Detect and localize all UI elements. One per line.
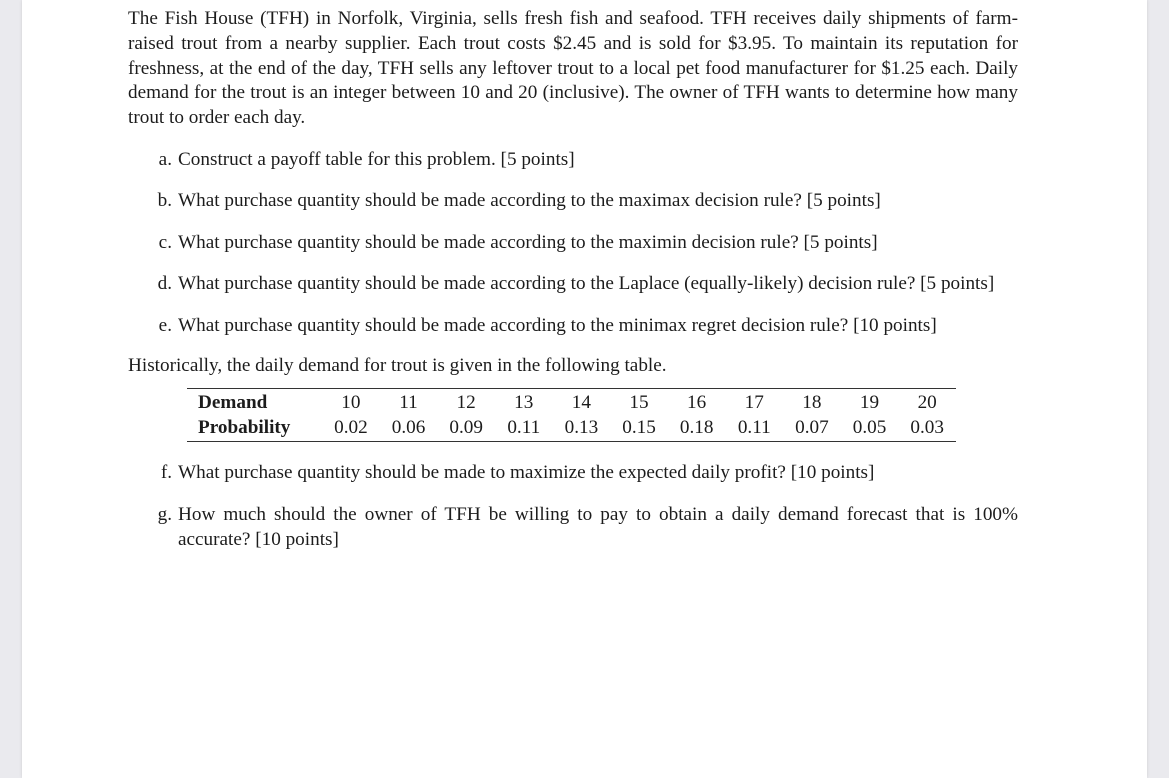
demand-cell: 16 [687,392,707,414]
problem-intro: The Fish House (TFH) in Norfolk, Virginia, sells fresh fish and seafood. TFH receives daily shipments of farm-raised trout from a nearby supplier. Each trout costs $2.45 and is sold for $3.95. To maintain its reputation for freshness, at the end of the day, TFH sells any leftover trout to a local pet food manufacturer for $1.25 each. Daily demand for the trout is an integer between 10 and 20 (inclusive). The owner of TFH wants to determine how many trout to order each day. [128,8,1018,129]
demand-cell: 14 [571,392,591,414]
question-item-f [128,461,1018,486]
probability-cell: 0.09 [449,417,483,439]
probability-cell: 0.15 [622,417,656,439]
question-item-e [128,314,1018,339]
probability-cell: 0.13 [564,417,599,439]
probability-cell: 0.11 [507,417,541,439]
question-text: What purchase quantity should be made according to the maximin decision rule? [5 points] [178,231,878,253]
question-text: How much should the owner of TFH be willing to pay to obtain a daily demand forecast that is 100% accurate? [10 points] [178,503,1018,550]
demand-cell: 19 [859,392,880,414]
question-label: a. [158,148,172,170]
question-label: g. [157,503,172,525]
demand-cell: 18 [802,392,822,414]
question-text: What purchase quantity should be made according to the Laplace (equally-likely) decision rule? [5 points] [178,273,995,295]
question-list-part2 [128,461,1018,552]
question-label: e. [158,314,172,336]
table-row-demand [187,389,956,416]
demand-cell: 10 [341,392,361,414]
demand-probability-table [187,388,956,442]
probability-cell: 0.06 [391,417,426,439]
question-item-g [128,503,1018,553]
historical-text: Historically, the daily demand for trout is given in the following table. [128,355,667,377]
probability-cell: 0.18 [679,417,714,439]
problem-content [128,7,1018,553]
probability-cell: 0.02 [334,417,368,439]
probability-cell: 0.03 [910,417,944,439]
question-label: b. [157,190,172,212]
demand-cell: 15 [629,392,649,414]
document-page [22,0,1147,778]
question-label: c. [158,231,172,253]
question-item-a [128,148,1018,173]
probability-cell: 0.05 [852,417,887,439]
demand-cell: 11 [399,392,418,414]
row-header-demand: Demand [198,392,268,414]
demand-cell: 17 [744,392,764,414]
question-text: What purchase quantity should be made to maximize the expected daily profit? [10 points] [178,462,875,484]
probability-cell: 0.07 [795,417,829,439]
question-text: What purchase quantity should be made according to the maximax decision rule? [5 points] [178,190,881,212]
row-header-probability: Probability [198,417,291,439]
question-label: f. [160,462,172,484]
demand-cell: 20 [917,392,937,414]
demand-cell: 13 [514,392,534,414]
question-item-d [128,272,1018,297]
demand-table-wrapper [187,388,956,442]
question-list-part1 [128,148,1018,338]
question-item-b [128,189,1018,214]
demand-cell: 12 [456,392,476,414]
question-text: Construct a payoff table for this problem. [5 points] [178,148,575,170]
question-label: d. [157,273,172,295]
question-item-c [128,231,1018,256]
question-text: What purchase quantity should be made according to the minimax regret decision rule? [10 points] [178,314,937,336]
table-row-probability [187,415,956,442]
probability-cell: 0.11 [737,417,771,439]
